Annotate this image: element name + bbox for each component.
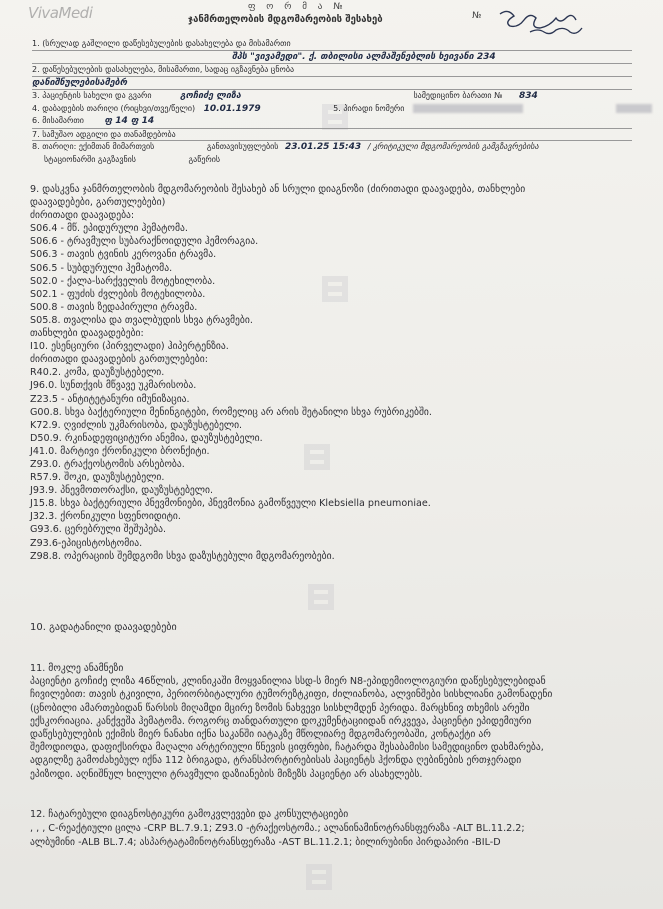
diagnosis-item: J93.9. პნევმოთორაქსი, დაუზუსტებელი. (30, 485, 214, 497)
anamnesis-line: ადგილზე გამოძახებულ იქნა 112 ბრიგადა, ტრანსპორტირებისას პაციენტს ჰქონდა ღებინების ერთჯერადი (30, 755, 522, 767)
diagnosis-item: S06.5 - სუბდურული ჰემატომა. (30, 262, 173, 274)
redacted-mark (616, 104, 652, 113)
form-number-label: ფ ო რ მ ა № (248, 2, 347, 12)
diagnosis-section (30, 183, 642, 563)
field-1-value: შპს "ვივამედი". ქ. თბილისი ალმაშენებლის ხეივანი 234 (32, 51, 632, 65)
section-9-title-cont: დაავადებები, გართულებები) (30, 197, 166, 209)
diagnosis-item: S05.8. თვალისა და თვალბუდის სხვა ტრავმები. (30, 314, 253, 326)
diagnosis-item: Z93.0. ტრაქეოსტომის არსებობა. (30, 458, 185, 470)
anamnesis-line: (ცნობილი ამართებიდან წარსის მიღამდი მცირე ზომის ნახვევი სისხლმდენ პერიდა. მარცხნივ თხემის არეში (30, 702, 530, 714)
investigation-line: ალბუმინი -ALB BL.7.4; ასპარტატამინოტრანსფერაზა -AST BL.11.2.1; ბილირუბინი პირდაპირი -BIL-D (30, 837, 501, 848)
comorbid-list (30, 340, 642, 353)
diagnosis-item: S06.6 - ტრავმული სუბარაქნოიდული ჰემორაგია. (30, 236, 259, 248)
field-1: 1. (სრულად გაშლილი დაწესებულების დასახელება და მისამართი (32, 38, 632, 51)
anamnesis-text (30, 675, 645, 781)
anamnesis-line: პაციენტი გოჩიძე ლიზა 46წლის, კლინიკაში მოყვანილია სსდ-ს მიერ N8-ეპიდემიოლოგიური დაწესებულებიდან (30, 676, 546, 688)
form-title: ჯანმრთელობის მდგომარეობის შესახებ (188, 14, 383, 25)
redacted-personal-number (413, 104, 523, 113)
section-12-title: 12. ჩატარებული დიაგნოსტიკური გამოკვლევები და კონსულტაციები (30, 809, 349, 820)
anamnesis-line: ჩივილებით: თავის ტკივილი, პერიორბიტალური ტუმორეზტკიფი, ძილიანობა, ალვინშები სისხლიანი გამონადენი (30, 689, 553, 701)
main-diagnosis-label: ძირითადი დაავადება: (30, 210, 135, 222)
diagnosis-item: J32.3. ქრონიკული სფენოიდიტი. (30, 511, 181, 523)
diagnosis-item: S02.0 - ქალა-სარქველის მოტეხილობა. (30, 275, 216, 287)
diagnosis-item: D50.9. რკინადეფიციტური ანემია, დაუზუსტებელი. (30, 432, 263, 444)
diagnosis-item: I10. ესენციური (პირველადი) ჰიპერტენზია. (30, 341, 229, 353)
anamnesis-line: ექსკორიაცია. კანქვეშა ჰემატომა. როგორც თანდართული დოკუმენტაციიდან ირკვევა, პაციენტი ეპიდემიური (30, 715, 532, 727)
diagnosis-item: Z98.8. ოპერაციის შემდგომი სხვა დაზუსტებული მდგომარეობები. (30, 550, 335, 562)
diagnosis-item: S06.3 - თავის ტვინის კეროვანი ტრავმა. (30, 249, 217, 261)
anamnesis-line: შემოდიოდა, დაფიქსირდა მაღალი არტერიული წნევის ციფრები, ჩატარდა შესაბამისი სამედიცინო დახმარება, (30, 742, 544, 754)
main-diagnosis-list (30, 222, 642, 327)
diagnosis-item: G93.6. ცერებრული შეშუპება. (30, 524, 167, 536)
diagnosis-item: S00.8 - თავის ზედაპირული ტრავმა. (30, 301, 198, 313)
anamnesis-line: დაწესებულების ექიმის მიერ ნანახი იქნა საკანში იატაკზე მწოლიარე მდგომარეობაში, კონტაქტი არ (30, 729, 491, 741)
diagnosis-item: S02.1 - ფუძის ძვლების მოტეხილობა. (30, 288, 206, 300)
watermark-logo (302, 860, 336, 894)
field-8: 8. თარიღი: ექიმთან მიმართვის განთავისუფლების 23.01.25 15:43 / კრიტიკული მდგომარეობის გამგზავრებისა (32, 142, 539, 152)
comorbid-label: თანხლები დაავადებები: (30, 328, 144, 340)
diagnosis-item: Z93.6-ეპიცისტოსტომია. (30, 537, 143, 549)
diagnosis-item: J96.0. სუნთქვის მწვავე უკმარისობა. (30, 380, 197, 392)
investigations-text (30, 822, 645, 850)
svg-text:№: № (472, 11, 482, 21)
diagnosis-item: J41.0. მარტივი ქრონიკული ბრონქიტი. (30, 445, 210, 457)
complications-label: ძირითადი დაავადების გართულებები: (30, 354, 208, 366)
diagnosis-item: R40.2. კომა, დაუზუსტებელი. (30, 367, 165, 379)
complications-list (30, 366, 642, 562)
diagnosis-item: J15.8. სხვა ბაქტერიული პნევმონიები, პნევმონია გამოწვეული Klebsiella pneumoniae. (30, 498, 431, 510)
diagnosis-item: G00.8. სხვა ბაქტერიული მენინგიტები, რომელიც არ არის შეტანილი სხვა რუბრიკებში. (30, 406, 432, 418)
section-11-title: 11. მოკლე ანამნეზი (30, 663, 124, 674)
section-9-title: 9. დასკვნა ჯანმრთელობის მდგომარეობის შესახებ ან სრული დიაგნოზი (ძირითადი დაავადება, თანხლები (30, 184, 526, 195)
handwritten-number-scribble (470, 4, 610, 40)
diagnosis-item: K72.9. ღვიძლის უკმარისობა, დაუზუსტებელი. (30, 419, 243, 431)
form-fields (32, 38, 632, 165)
field-4: 4. დაბადების თარიღი (რიცხვი/თვე/წელი) 10.01.1979 5. პირადი ნომერი (32, 103, 632, 116)
anamnesis-section (30, 662, 645, 781)
investigations-section (30, 808, 645, 850)
field-7: 7. სამუშაო ადგილი და თანამდებობა (32, 129, 632, 142)
field-8b: სტაციონარში გაგზავნის გაწერის (44, 154, 221, 164)
handwritten-number (470, 4, 610, 40)
field-2-value: დანიშნულებისამებრ (32, 77, 632, 91)
diagnosis-item: R57.9. შოკი, დაუზუსტებელი. (30, 472, 165, 484)
investigation-line: , , , C-რეაქტიული ცილა -CRP BL.7.9.1; Z93.0 -ტრაქეოსტომა.; ალანინამინოტრანსფერაზა -ALT BL.11.2.2; (30, 823, 525, 834)
anamnesis-line: ეპიზოდი. აღნიშნულ ხილული ტრავმული დაზიანების მიზეზს პაციენტი არ ასახელებს. (30, 768, 423, 780)
field-6: 6. მისამართი ფ 14 ფ 14 (32, 115, 632, 129)
diagnosis-item: Z23.5 - ანტიტეტანური იმუნიზაცია. (30, 393, 190, 405)
section-10-title: 10. გადატანილი დაავადებები (30, 622, 177, 633)
vivamedi-logo: VivaMedi (28, 4, 93, 22)
diagnosis-item: S06.4 - მწ. ეპიდურული ჰემატომა. (30, 223, 188, 235)
field-2: 2. დაწესებულების დასახელება, მისამართი, სადაც იგზავნება ცნობა (32, 64, 632, 77)
field-3: 3. პაციენტის სახელი და გვარი გოჩიძე ლიზა სამედიცინო ბარათი № 834 (32, 91, 538, 101)
watermark-logo (304, 580, 338, 614)
